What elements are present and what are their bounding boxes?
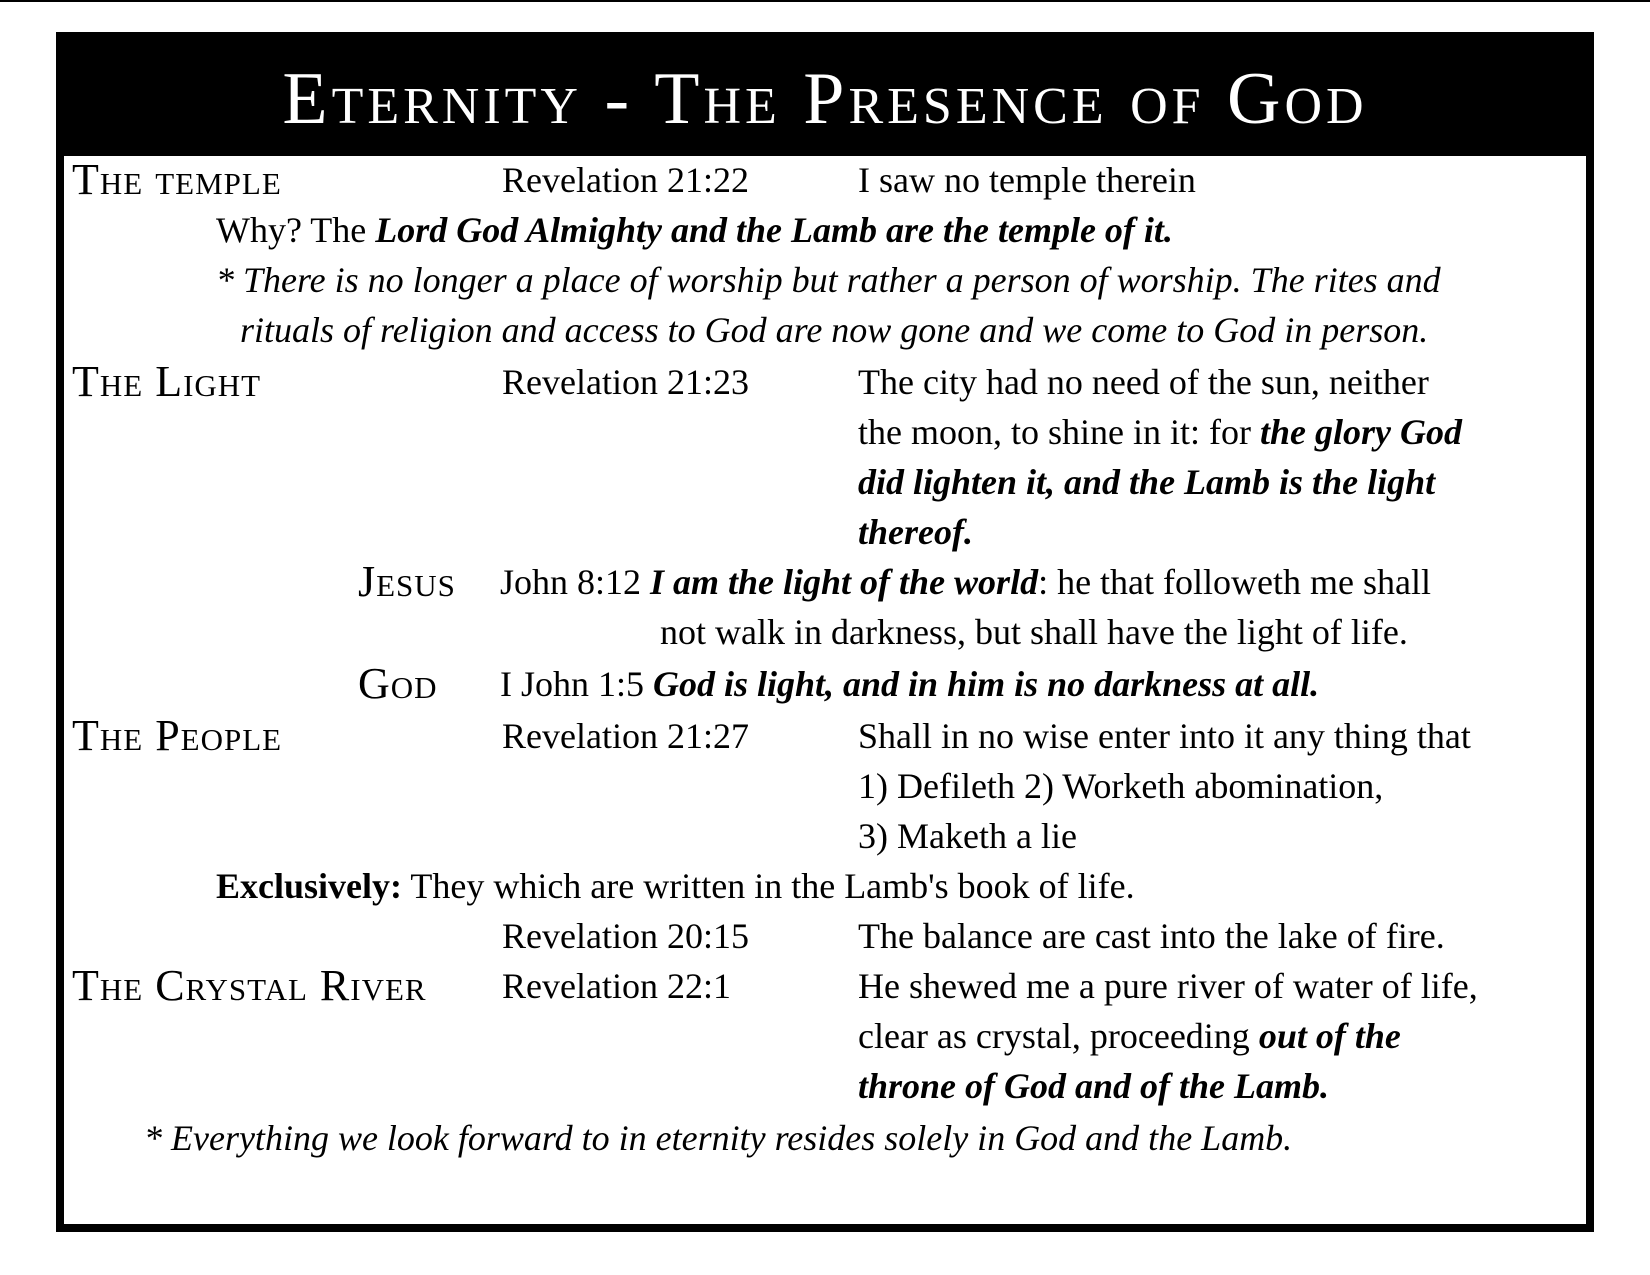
content-frame bbox=[56, 32, 1594, 1232]
god-label: God bbox=[358, 659, 438, 708]
light-ref: Revelation 21:23 bbox=[502, 362, 749, 402]
temple-note-line2: rituals of religion and access to God are now gone and we come to God in person. bbox=[240, 310, 1429, 350]
light-line3: did lighten it, and the Lamb is the light bbox=[858, 462, 1436, 502]
light-heading: The Light bbox=[72, 357, 262, 406]
river-ref: Revelation 22:1 bbox=[502, 966, 731, 1006]
people-line1: Shall in no wise enter into it any thing that bbox=[858, 716, 1471, 756]
temple-why bbox=[216, 204, 1173, 256]
god-line bbox=[500, 658, 1319, 710]
top-rule bbox=[0, 0, 1650, 2]
light-line1: The city had no need of the sun, neither bbox=[858, 362, 1429, 402]
river-line2-emphasis: out of the bbox=[1258, 1016, 1401, 1056]
footer-note: * Everything we look forward to in eternity resides solely in God and the Lamb. bbox=[144, 1118, 1293, 1158]
people-exclusively bbox=[216, 860, 1135, 912]
people-line3: 3) Maketh a lie bbox=[858, 816, 1077, 856]
jesus-label: Jesus bbox=[358, 557, 456, 606]
page-title: Eternity - The Presence of God bbox=[64, 40, 1586, 156]
people-line2: 1) Defileth 2) Worketh abomination, bbox=[858, 766, 1384, 806]
people-ref: Revelation 21:27 bbox=[502, 716, 749, 756]
jesus-line1 bbox=[500, 556, 1431, 608]
people-ref2: Revelation 20:15 bbox=[502, 916, 749, 956]
jesus-ref: John 8:12 bbox=[500, 562, 642, 602]
temple-note-line1: * There is no longer a place of worship but rather a person of worship. The rites and bbox=[216, 260, 1441, 300]
light-line2 bbox=[858, 406, 1462, 458]
light-line4: thereof. bbox=[858, 512, 973, 552]
river-line2 bbox=[858, 1010, 1401, 1062]
river-line3: throne of God and of the Lamb. bbox=[858, 1066, 1330, 1106]
god-emphasis: God is light, and in him is no darkness at all. bbox=[653, 664, 1320, 704]
temple-ref: Revelation 21:22 bbox=[502, 160, 749, 200]
temple-text: I saw no temple therein bbox=[858, 160, 1196, 200]
people-heading: The People bbox=[72, 711, 283, 760]
temple-heading: The temple bbox=[72, 155, 282, 204]
light-line2-plain: the moon, to shine in it: for bbox=[858, 412, 1260, 452]
river-line1: He shewed me a pure river of water of life, bbox=[858, 966, 1478, 1006]
jesus-line2: not walk in darkness, but shall have the light of life. bbox=[660, 612, 1408, 652]
jesus-emphasis: I am the light of the world bbox=[650, 562, 1039, 602]
temple-why-prefix: Why? The bbox=[216, 210, 376, 250]
people-ref2-text: The balance are cast into the lake of fire. bbox=[858, 916, 1445, 956]
exclusively-text: They which are written in the Lamb's book of life. bbox=[402, 866, 1135, 906]
river-line2-plain: clear as crystal, proceeding bbox=[858, 1016, 1259, 1056]
temple-why-emphasis: Lord God Almighty and the Lamb are the temple of it. bbox=[375, 210, 1173, 250]
exclusively-label: Exclusively: bbox=[216, 866, 402, 906]
jesus-rest: : he that followeth me shall bbox=[1038, 562, 1431, 602]
river-heading: The Crystal River bbox=[72, 961, 427, 1010]
god-ref: I John 1:5 bbox=[500, 664, 644, 704]
light-line2-emphasis: the glory God bbox=[1259, 412, 1462, 452]
